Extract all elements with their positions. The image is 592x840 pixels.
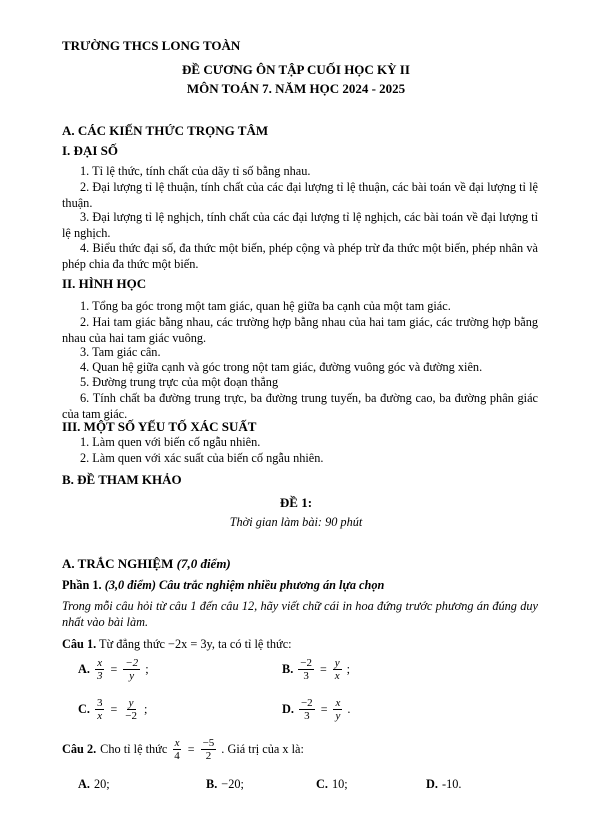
q1-b-fraction-left <box>298 657 314 682</box>
question-1-text: Từ đẳng thức −2x = 3y, ta có tỉ lệ thức: <box>99 637 292 651</box>
part1-heading <box>62 578 384 593</box>
section-points: (7,0 điểm) <box>176 556 231 571</box>
document-title: ĐỀ CƯƠNG ÔN TẬP CUỐI HỌC KỲ II <box>182 62 410 77</box>
numerator: y <box>334 657 340 669</box>
numerator: x <box>97 657 103 669</box>
numerator: −2 <box>300 657 312 669</box>
q2-option-d-letter: D. <box>426 777 438 791</box>
option-punctuation: ; <box>143 702 148 716</box>
school-name: TRƯỜNG THCS LONG TOÀN <box>62 38 241 53</box>
numerator: x <box>335 697 341 709</box>
option-punctuation: ; <box>145 662 149 676</box>
q1-d-fraction-right <box>333 697 342 722</box>
denominator: x <box>334 670 340 682</box>
option-punctuation: ; <box>346 662 351 676</box>
q1-option-d[interactable] <box>282 697 350 722</box>
q1-a-fraction-left <box>95 657 105 682</box>
algebra-item-4: 4. Biểu thức đại số, đa thức một biến, phép cộng và phép trừ đa thức một biến, phép nhân và phép chia đa thức một biến. <box>62 241 538 271</box>
denominator: 3 <box>303 670 309 682</box>
denominator: x <box>97 710 103 722</box>
equals-sign: = <box>320 662 327 676</box>
numerator: −2 <box>300 697 313 709</box>
section-heading <box>62 556 231 572</box>
q1-option-b[interactable] <box>282 657 350 682</box>
denominator: 3 <box>96 670 103 682</box>
denominator: y <box>335 710 341 722</box>
q1-option-b-letter: B. <box>282 662 294 676</box>
document-subtitle: MÔN TOÁN 7. NĂM HỌC 2024 - 2025 <box>186 81 406 96</box>
part1-description: (3,0 điểm) Câu trắc nghiệm nhiều phương án lựa chọn <box>104 578 385 592</box>
q1-c-fraction-right <box>123 697 139 722</box>
geometry-item-4: 4. Quan hệ giữa cạnh và góc trong nột tam giác, đường vuông góc và đường xiên. <box>80 360 483 374</box>
exam-time: Thời gian làm bài: 90 phút <box>229 515 363 529</box>
geometry-heading: II. HÌNH HỌC <box>62 276 147 291</box>
q1-option-c-letter: C. <box>78 702 90 716</box>
numerator: −5 <box>202 737 215 749</box>
denominator: 4 <box>174 750 180 762</box>
q1-option-a[interactable] <box>78 657 149 682</box>
question-1 <box>62 637 292 652</box>
q2-option-b[interactable] <box>206 777 244 792</box>
denominator: y <box>129 670 135 682</box>
q2-option-a[interactable] <box>78 777 110 792</box>
equals-sign: = <box>320 702 328 716</box>
q1-c-fraction-left <box>95 697 105 722</box>
equals-sign: = <box>110 662 118 676</box>
probability-item-2: 2. Làm quen với xác suất của biến cố ngẫu nhiên. <box>80 451 324 465</box>
algebra-heading: I. ĐẠI SỐ <box>62 143 118 158</box>
q2-option-c-letter: C. <box>316 777 328 791</box>
part-b-heading: B. ĐỀ THAM KHẢO <box>62 472 182 487</box>
denominator: 2 <box>205 750 212 762</box>
q2-option-c-value: 10; <box>331 777 348 791</box>
q2-option-b-letter: B. <box>206 777 218 791</box>
q2-option-d-value: -10. <box>441 777 462 791</box>
denominator: 3 <box>304 710 310 722</box>
question-1-label: Câu 1. <box>62 637 97 651</box>
geometry-item-3: 3. Tam giác cân. <box>80 345 161 359</box>
part1-label: Phần 1. <box>62 578 102 592</box>
q1-d-fraction-left <box>299 697 315 722</box>
q1-option-c[interactable] <box>78 697 147 722</box>
exam-title: ĐỀ 1: <box>279 495 313 510</box>
part-a-heading: A. CÁC KIẾN THỨC TRỌNG TÂM <box>62 123 269 138</box>
algebra-item-3: 3. Đại lượng tỉ lệ nghịch, tính chất của các đại lượng tỉ lệ nghịch, các bài toán về đại lượng tỉ lệ nghịch. <box>62 210 538 240</box>
algebra-item-2: 2. Đại lượng tỉ lệ thuận, tính chất của các đại lượng tỉ lệ thuận, các bài toán về đại lượng tỉ lệ thuận. <box>62 180 538 210</box>
q2-option-a-value: 20; <box>93 777 110 791</box>
question-2-text: Cho tỉ lệ thức <box>100 742 168 756</box>
probability-item-1: 1. Làm quen với biến cố ngẫu nhiên. <box>80 435 261 449</box>
section-heading-text: A. TRẮC NGHIỆM <box>62 556 174 571</box>
probability-heading: III. MỘT SỐ YẾU TỐ XÁC SUẤT <box>62 419 257 434</box>
geometry-item-1: 1. Tổng ba góc trong một tam giác, quan hệ giữa ba cạnh của một tam giác. <box>80 299 451 313</box>
q1-option-d-letter: D. <box>282 702 294 716</box>
geometry-item-6: 6. Tính chất ba đường trung trực, ba đường trung tuyến, ba đường cao, ba đường phân giác của tam giác. <box>62 391 538 421</box>
q2-option-a-letter: A. <box>78 777 90 791</box>
q1-b-fraction-right <box>333 657 342 682</box>
numerator: 3 <box>96 697 103 709</box>
equals-sign: = <box>187 742 195 756</box>
numerator: y <box>128 697 134 709</box>
question-2-label: Câu 2. <box>62 742 97 756</box>
option-punctuation: . <box>347 702 351 716</box>
q2-fraction-left <box>172 737 182 762</box>
q1-option-a-letter: A. <box>78 662 90 676</box>
instruction-text: Trong mỗi câu hỏi từ câu 1 đến câu 12, hãy viết chữ cái in hoa đứng trước phương án đúng duy nhất vào bài làm. <box>62 599 538 629</box>
question-2 <box>62 737 304 762</box>
question-2-text-after: . Giá trị của x là: <box>221 742 304 756</box>
geometry-item-5: 5. Đường trung trực của một đoạn thẳng <box>80 375 279 389</box>
equals-sign: = <box>110 702 118 716</box>
q2-option-b-value: −20; <box>221 777 244 791</box>
q1-a-fraction-right <box>123 657 140 682</box>
denominator: −2 <box>125 710 137 722</box>
q2-option-c[interactable] <box>316 777 348 792</box>
geometry-item-2: 2. Hai tam giác bằng nhau, các trường hợp bằng nhau của hai tam giác, các trường hợp bằng nhau của hai tam giác vuông. <box>62 315 538 345</box>
q2-fraction-right <box>201 737 217 762</box>
numerator: x <box>174 737 180 749</box>
q2-option-d[interactable] <box>426 777 461 792</box>
numerator: −2 <box>125 657 139 669</box>
algebra-item-1: 1. Tỉ lệ thức, tính chất của dãy tỉ số bằng nhau. <box>80 164 311 178</box>
